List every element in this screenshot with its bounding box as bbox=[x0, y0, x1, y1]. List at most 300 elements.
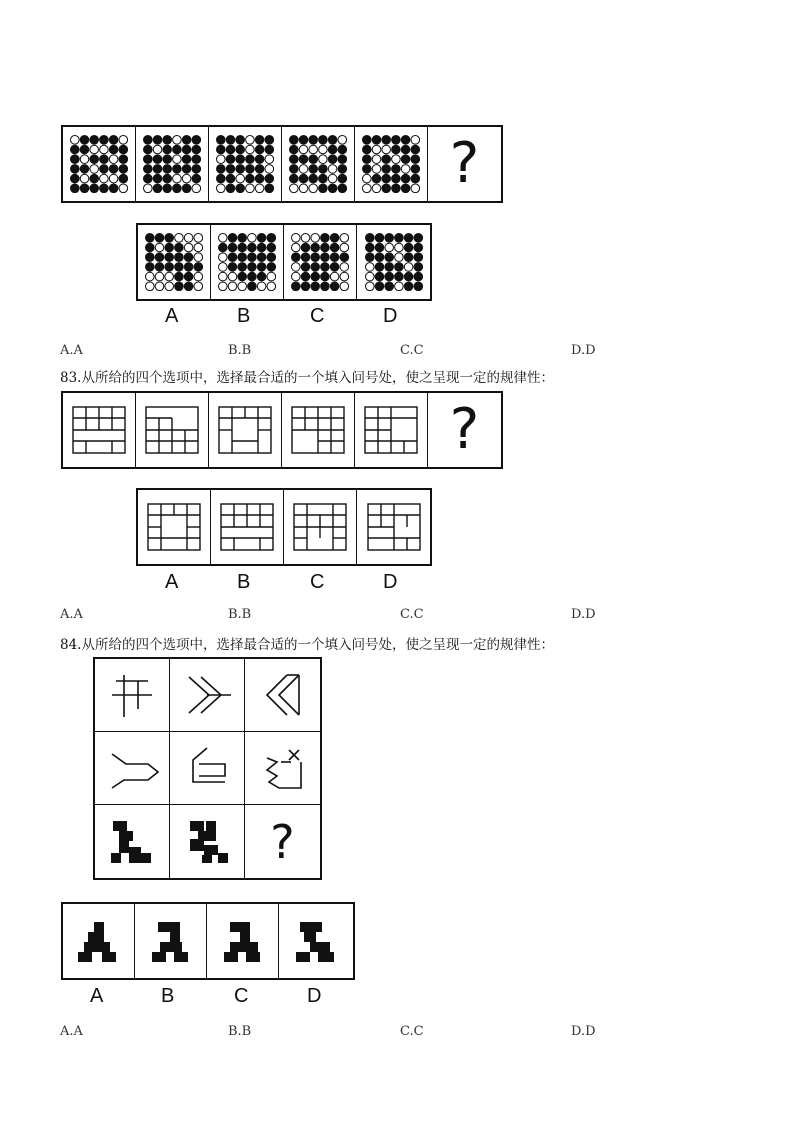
dot bbox=[292, 263, 301, 272]
dot bbox=[194, 234, 203, 243]
dot bbox=[217, 136, 226, 145]
dot bbox=[153, 174, 162, 183]
dot bbox=[414, 282, 423, 291]
dot bbox=[365, 282, 374, 291]
dot bbox=[292, 234, 301, 243]
dot bbox=[184, 253, 193, 262]
q83-option-a-figure[interactable] bbox=[138, 490, 211, 564]
dot bbox=[255, 155, 264, 164]
dot bbox=[338, 136, 347, 145]
dot bbox=[146, 243, 155, 252]
dot bbox=[411, 136, 420, 145]
dot bbox=[319, 136, 328, 145]
dot bbox=[375, 282, 384, 291]
q84-choice-c[interactable]: C.C bbox=[400, 1024, 424, 1039]
dot bbox=[144, 155, 153, 164]
dot bbox=[365, 243, 374, 252]
question-mark: ? bbox=[449, 397, 480, 462]
dot bbox=[248, 282, 257, 291]
dot bbox=[338, 165, 347, 174]
q84-cell-5 bbox=[170, 732, 245, 805]
dot bbox=[375, 263, 384, 272]
dot bbox=[414, 253, 423, 262]
dot bbox=[309, 174, 318, 183]
dot bbox=[246, 165, 255, 174]
dot bbox=[372, 174, 381, 183]
dot bbox=[236, 184, 245, 193]
dot bbox=[375, 272, 384, 281]
dot bbox=[90, 174, 99, 183]
dot bbox=[182, 174, 191, 183]
q82-figure-3 bbox=[209, 127, 282, 201]
q82-choice-c[interactable]: C.C bbox=[400, 343, 424, 358]
dot bbox=[226, 184, 235, 193]
q82-option-a-figure[interactable] bbox=[138, 225, 211, 299]
dot bbox=[144, 145, 153, 154]
q84-choice-b[interactable]: B.B bbox=[228, 1024, 252, 1039]
q82-choice-a[interactable]: A.A bbox=[60, 343, 83, 358]
q83-question-cell bbox=[428, 393, 501, 467]
dot bbox=[292, 282, 301, 291]
q84-cell-3 bbox=[245, 659, 320, 732]
dot bbox=[392, 155, 401, 164]
dot bbox=[192, 145, 201, 154]
dot bbox=[301, 243, 310, 252]
q83-options-strip bbox=[136, 488, 432, 566]
dot bbox=[311, 263, 320, 272]
dot bbox=[411, 155, 420, 164]
dot bbox=[248, 234, 257, 243]
q84-option-label-d: D bbox=[307, 985, 322, 1007]
dot bbox=[100, 165, 109, 174]
dot bbox=[330, 253, 339, 262]
dot bbox=[184, 272, 193, 281]
dot bbox=[375, 243, 384, 252]
q83-option-label-a: A bbox=[165, 571, 179, 593]
dot bbox=[299, 165, 308, 174]
dot bbox=[246, 174, 255, 183]
question-mark: ? bbox=[449, 131, 480, 196]
dot bbox=[71, 184, 80, 193]
dot bbox=[248, 253, 257, 262]
dot bbox=[109, 184, 118, 193]
dot bbox=[392, 184, 401, 193]
dot bbox=[311, 253, 320, 262]
dot bbox=[301, 282, 310, 291]
q83-question-text: 83.从所给的四个选项中，选择最合适的一个填入问号处，使之呈现一定的规律性： bbox=[60, 370, 554, 386]
dot bbox=[394, 234, 403, 243]
dot bbox=[319, 155, 328, 164]
q84-cell-2 bbox=[170, 659, 245, 732]
dot bbox=[238, 243, 247, 252]
q84-question-cell bbox=[245, 805, 320, 878]
dot bbox=[265, 184, 274, 193]
dot bbox=[382, 184, 391, 193]
dot bbox=[311, 272, 320, 281]
dot bbox=[144, 174, 153, 183]
q84-cell-1 bbox=[95, 659, 170, 732]
dot bbox=[382, 165, 391, 174]
q83-option-b-figure[interactable] bbox=[211, 490, 284, 564]
dot bbox=[301, 253, 310, 262]
dot bbox=[404, 253, 413, 262]
dot bbox=[217, 155, 226, 164]
dot bbox=[71, 155, 80, 164]
dot bbox=[321, 253, 330, 262]
dot bbox=[165, 272, 174, 281]
dot bbox=[338, 155, 347, 164]
dot bbox=[319, 174, 328, 183]
q83-figure-5 bbox=[355, 393, 428, 467]
dot bbox=[71, 145, 80, 154]
dot bbox=[175, 253, 184, 262]
dot bbox=[119, 174, 128, 183]
dot bbox=[363, 155, 372, 164]
q84-option-a-figure[interactable] bbox=[63, 904, 135, 978]
q83-option-label-b: B bbox=[237, 571, 251, 593]
dot bbox=[257, 243, 266, 252]
dot bbox=[246, 155, 255, 164]
q82-figure-1 bbox=[63, 127, 136, 201]
dot bbox=[384, 282, 393, 291]
dot bbox=[255, 174, 264, 183]
q83-option-d-figure[interactable] bbox=[357, 490, 430, 564]
dot bbox=[299, 155, 308, 164]
dot bbox=[394, 253, 403, 262]
dot bbox=[165, 263, 174, 272]
dot bbox=[228, 243, 237, 252]
dot bbox=[90, 184, 99, 193]
dot bbox=[146, 234, 155, 243]
dot bbox=[90, 165, 99, 174]
dot bbox=[246, 145, 255, 154]
dot bbox=[153, 145, 162, 154]
dot bbox=[184, 243, 193, 252]
dot bbox=[217, 174, 226, 183]
dot bbox=[382, 136, 391, 145]
dot bbox=[236, 145, 245, 154]
dot bbox=[301, 234, 310, 243]
dot bbox=[90, 145, 99, 154]
dot bbox=[238, 272, 247, 281]
dot bbox=[267, 253, 276, 262]
dot bbox=[311, 234, 320, 243]
dot bbox=[340, 263, 349, 272]
dot bbox=[228, 234, 237, 243]
q84-option-c-figure[interactable] bbox=[207, 904, 279, 978]
dot bbox=[80, 145, 89, 154]
dot bbox=[319, 184, 328, 193]
dot bbox=[340, 234, 349, 243]
dot bbox=[219, 253, 228, 262]
dot bbox=[146, 282, 155, 291]
dot bbox=[80, 155, 89, 164]
dot bbox=[265, 165, 274, 174]
q82-option-d-figure[interactable] bbox=[357, 225, 430, 299]
dot bbox=[267, 243, 276, 252]
dot bbox=[375, 253, 384, 262]
dot bbox=[404, 243, 413, 252]
q83-choice-d[interactable]: D.D bbox=[571, 607, 596, 622]
dot bbox=[382, 145, 391, 154]
dot bbox=[228, 272, 237, 281]
q84-option-b-figure[interactable] bbox=[135, 904, 207, 978]
dot bbox=[265, 145, 274, 154]
dot bbox=[267, 234, 276, 243]
dot bbox=[394, 243, 403, 252]
dot bbox=[255, 165, 264, 174]
dot bbox=[328, 174, 337, 183]
dot bbox=[165, 234, 174, 243]
dot bbox=[80, 174, 89, 183]
dot bbox=[292, 272, 301, 281]
dot bbox=[219, 263, 228, 272]
dot bbox=[90, 136, 99, 145]
dot bbox=[411, 184, 420, 193]
dot bbox=[392, 145, 401, 154]
dot bbox=[144, 136, 153, 145]
dot bbox=[217, 145, 226, 154]
dot bbox=[236, 174, 245, 183]
q83-choice-c[interactable]: C.C bbox=[400, 607, 424, 622]
dot bbox=[311, 282, 320, 291]
dot bbox=[267, 263, 276, 272]
q83-choice-b[interactable]: B.B bbox=[228, 607, 252, 622]
dot bbox=[372, 136, 381, 145]
dot bbox=[309, 155, 318, 164]
dot bbox=[100, 136, 109, 145]
dot bbox=[119, 165, 128, 174]
dot bbox=[182, 136, 191, 145]
dot bbox=[321, 282, 330, 291]
dot bbox=[365, 263, 374, 272]
dot bbox=[401, 145, 410, 154]
dot bbox=[382, 155, 391, 164]
dot bbox=[192, 165, 201, 174]
dot bbox=[414, 272, 423, 281]
dot bbox=[228, 253, 237, 262]
dot bbox=[328, 145, 337, 154]
dot bbox=[290, 155, 299, 164]
dot bbox=[257, 253, 266, 262]
dot bbox=[155, 234, 164, 243]
q83-figure-1 bbox=[63, 393, 136, 467]
dot bbox=[219, 234, 228, 243]
dot bbox=[163, 184, 172, 193]
dot bbox=[414, 243, 423, 252]
dot bbox=[163, 136, 172, 145]
dot bbox=[153, 136, 162, 145]
dot bbox=[394, 263, 403, 272]
dot bbox=[153, 165, 162, 174]
dot bbox=[299, 136, 308, 145]
dot bbox=[175, 263, 184, 272]
dot bbox=[71, 174, 80, 183]
dot bbox=[404, 282, 413, 291]
dot bbox=[153, 184, 162, 193]
q82-option-label-b: B bbox=[237, 305, 251, 327]
dot bbox=[265, 155, 274, 164]
dot bbox=[155, 272, 164, 281]
dot bbox=[194, 272, 203, 281]
dot bbox=[226, 155, 235, 164]
q83-option-c-figure[interactable] bbox=[284, 490, 357, 564]
dot bbox=[340, 253, 349, 262]
dot bbox=[299, 184, 308, 193]
dot bbox=[217, 184, 226, 193]
dot bbox=[155, 253, 164, 262]
dot bbox=[163, 165, 172, 174]
dot bbox=[365, 253, 374, 262]
dot bbox=[392, 136, 401, 145]
q84-choice-d[interactable]: D.D bbox=[571, 1024, 596, 1039]
dot bbox=[384, 234, 393, 243]
q82-option-b-figure[interactable] bbox=[211, 225, 284, 299]
dot bbox=[290, 184, 299, 193]
q84-question-text: 84.从所给的四个选项中，选择最合适的一个填入问号处，使之呈现一定的规律性： bbox=[60, 637, 554, 653]
dot bbox=[71, 136, 80, 145]
q84-option-label-c: C bbox=[234, 985, 249, 1007]
dot bbox=[338, 184, 347, 193]
dot bbox=[119, 155, 128, 164]
dot bbox=[144, 184, 153, 193]
dot bbox=[173, 184, 182, 193]
dot bbox=[265, 136, 274, 145]
dot bbox=[238, 263, 247, 272]
dot bbox=[219, 243, 228, 252]
dot bbox=[363, 145, 372, 154]
dot bbox=[146, 263, 155, 272]
dot bbox=[301, 263, 310, 272]
q82-choice-d[interactable]: D.D bbox=[571, 343, 596, 358]
dot bbox=[299, 174, 308, 183]
dot bbox=[372, 155, 381, 164]
dot bbox=[175, 234, 184, 243]
dot bbox=[155, 243, 164, 252]
dot bbox=[384, 253, 393, 262]
dot bbox=[330, 243, 339, 252]
dot bbox=[392, 174, 401, 183]
dot bbox=[372, 145, 381, 154]
dot bbox=[119, 184, 128, 193]
dot bbox=[411, 145, 420, 154]
dot bbox=[100, 184, 109, 193]
q84-figure-grid bbox=[93, 657, 322, 880]
dot bbox=[80, 165, 89, 174]
dot bbox=[363, 165, 372, 174]
q84-option-label-b: B bbox=[161, 985, 175, 1007]
dot bbox=[238, 282, 247, 291]
q83-choice-a[interactable]: A.A bbox=[60, 607, 83, 622]
q84-option-label-a: A bbox=[90, 985, 104, 1007]
dot bbox=[404, 234, 413, 243]
q84-choice-a[interactable]: A.A bbox=[60, 1024, 83, 1039]
dot bbox=[338, 145, 347, 154]
dot bbox=[372, 184, 381, 193]
dot bbox=[194, 253, 203, 262]
dot bbox=[182, 155, 191, 164]
dot bbox=[71, 165, 80, 174]
dot bbox=[248, 243, 257, 252]
q83-figure-3 bbox=[209, 393, 282, 467]
dot bbox=[146, 253, 155, 262]
q82-question-strip bbox=[61, 125, 503, 203]
dot bbox=[411, 174, 420, 183]
dot bbox=[414, 234, 423, 243]
dot bbox=[382, 174, 391, 183]
dot bbox=[217, 165, 226, 174]
dot bbox=[153, 155, 162, 164]
q82-option-c-figure[interactable] bbox=[284, 225, 357, 299]
dot bbox=[144, 165, 153, 174]
q83-figure-2 bbox=[136, 393, 209, 467]
dot bbox=[363, 184, 372, 193]
dot bbox=[257, 234, 266, 243]
q84-option-d-figure[interactable] bbox=[279, 904, 351, 978]
dot bbox=[363, 136, 372, 145]
q82-choice-b[interactable]: B.B bbox=[228, 343, 252, 358]
dot bbox=[109, 145, 118, 154]
dot bbox=[321, 243, 330, 252]
dot bbox=[175, 243, 184, 252]
q83-figure-4 bbox=[282, 393, 355, 467]
dot bbox=[109, 174, 118, 183]
dot bbox=[163, 155, 172, 164]
dot bbox=[173, 136, 182, 145]
dot bbox=[184, 263, 193, 272]
dot bbox=[265, 174, 274, 183]
dot bbox=[401, 155, 410, 164]
dot bbox=[372, 165, 381, 174]
dot bbox=[248, 272, 257, 281]
dot bbox=[363, 174, 372, 183]
dot bbox=[236, 136, 245, 145]
dot bbox=[292, 243, 301, 252]
q84-cell-4 bbox=[95, 732, 170, 805]
dot bbox=[238, 253, 247, 262]
dot bbox=[226, 165, 235, 174]
dot bbox=[255, 136, 264, 145]
dot bbox=[321, 272, 330, 281]
dot bbox=[394, 272, 403, 281]
dot bbox=[109, 165, 118, 174]
dot bbox=[100, 145, 109, 154]
dot bbox=[100, 155, 109, 164]
dot bbox=[404, 263, 413, 272]
dot bbox=[90, 155, 99, 164]
q83-question-strip bbox=[61, 391, 503, 469]
dot bbox=[309, 136, 318, 145]
dot bbox=[257, 282, 266, 291]
dot bbox=[226, 145, 235, 154]
dot bbox=[401, 184, 410, 193]
dot bbox=[267, 272, 276, 281]
dot bbox=[192, 136, 201, 145]
q84-cell-7 bbox=[95, 805, 170, 878]
dot bbox=[292, 253, 301, 262]
dot bbox=[404, 272, 413, 281]
q82-question-cell bbox=[428, 127, 501, 201]
dot bbox=[257, 272, 266, 281]
dot bbox=[163, 145, 172, 154]
dot bbox=[401, 174, 410, 183]
dot bbox=[226, 136, 235, 145]
dot bbox=[173, 155, 182, 164]
dot bbox=[173, 174, 182, 183]
q84-cell-8 bbox=[170, 805, 245, 878]
dot bbox=[321, 263, 330, 272]
dot bbox=[290, 145, 299, 154]
